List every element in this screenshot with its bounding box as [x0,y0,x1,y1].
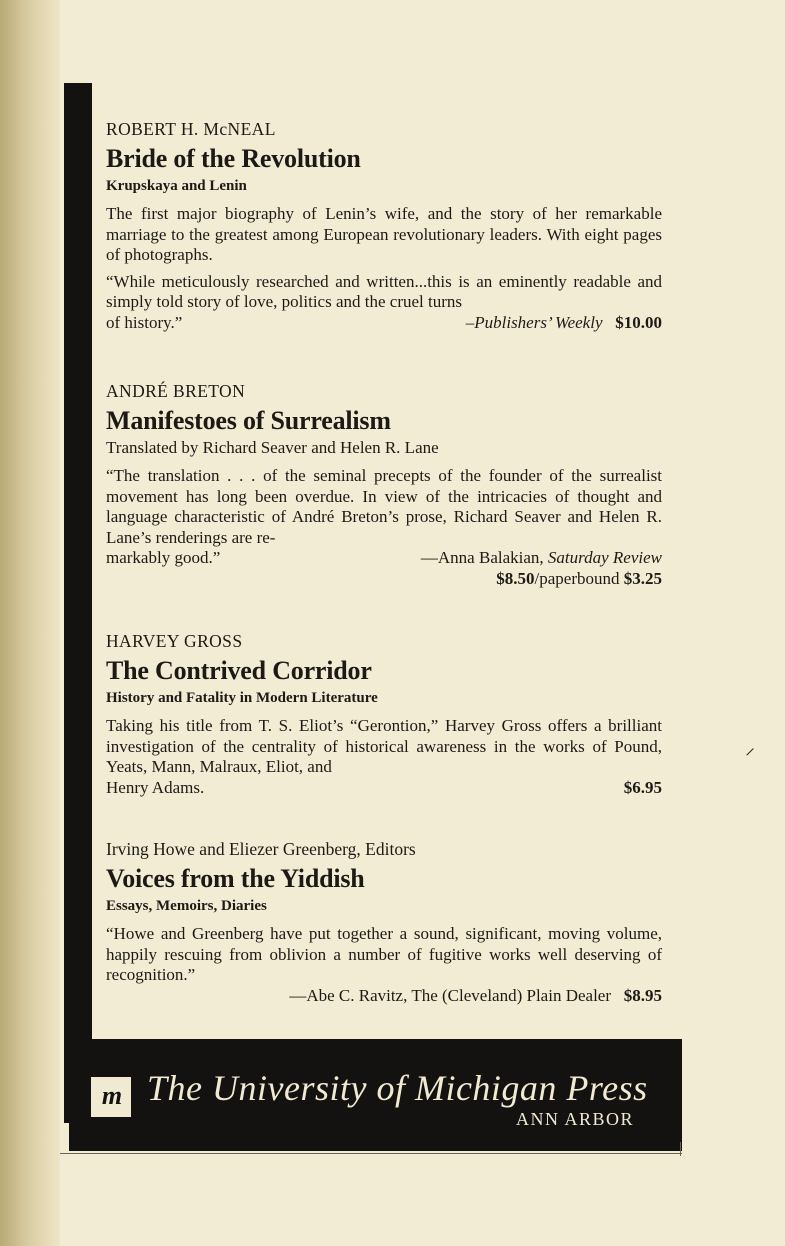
review-quote-text: “Howe and Greenberg have put together a sound, significant, moving volume, happily rescuing from oblivion a number of fugitive works well deserving of recognition.” [106,924,662,984]
bottom-rule [60,1153,682,1154]
review-quote [106,272,662,334]
review-quote [106,466,662,589]
book-entry-bride-of-the-revolution [106,118,662,380]
book-title: Manifestoes of Surrealism [106,406,391,435]
book-price-cloth: $8.50 [496,568,535,588]
description-end-row [106,778,662,799]
decorative-black-bar [64,83,92,1123]
review-source-name: —Anna Balakian, [420,548,544,567]
book-price: $10.00 [615,312,662,332]
paperbound-label: /paperbound [534,568,620,588]
review-publication: Plain Dealer [526,985,611,1005]
book-title: Voices from the Yiddish [106,864,365,893]
review-attribution-row [106,548,662,569]
book-subtitle: Krupskaya and Lenin [106,178,247,194]
review-publication: Saturday Review [547,548,662,567]
book-title: The Contrived Corridor [106,656,372,685]
book-listings [106,118,662,1028]
book-entry-voices-from-the-yiddish [106,838,662,1028]
book-price: $6.95 [623,777,662,797]
book-subtitle: Essays, Memoirs, Diaries [106,898,267,914]
review-publication-city: (Cleveland) [442,985,523,1005]
review-attribution-row [106,313,662,334]
book-price: $8.95 [623,985,662,1005]
book-entry-manifestoes-of-surrealism [106,380,662,630]
review-publication-article: The [411,985,438,1005]
review-quote-end: markably good.” [106,548,221,567]
book-entry-the-contrived-corridor [106,630,662,838]
book-translators: Translated by Richard Seaver and Helen R. Lane [106,438,439,457]
review-attribution-row [106,986,662,1007]
description-end: Henry Adams. [106,777,205,797]
review-source [421,548,662,569]
publisher-city: ANN ARBOR [515,1109,634,1129]
price-line [106,569,662,590]
book-description: The first major biography of Lenin’s wife, and the story of her remarkable marriage to the greatest among European revolutionary leaders. With eight pages of photographs. [106,204,662,264]
margin-pencil-mark: ⸝ [745,737,755,759]
book-subtitle: History and Fatality in Modern Literature [106,690,378,706]
review-quote-end: of history.” [106,312,183,332]
book-editors: Irving Howe and Eliezer Greenberg, Editors [106,839,416,859]
book-price-paper: $3.25 [623,568,662,588]
book-author: ANDRÉ BRETON [106,381,246,401]
publisher-logo-icon: m [91,1077,131,1117]
book-description: Taking his title from T. S. Eliot’s “Gerontion,” Harvey Gross offers a brilliant investigation of the centrality of historical awareness in the works of Pound, Yeats, Mann, Malraux, Eliot, and [106,716,662,776]
bottom-rule-tick [680,1142,681,1156]
book-author: ROBERT H. McNEAL [106,119,276,139]
review-quote-text: “While meticulously researched and written...this is an eminently readable and simply told story of love, politics and the cruel turns [106,271,662,311]
review-source-and-price [466,313,662,334]
review-source-name: —Abe C. Ravitz, [289,985,408,1005]
book-author: HARVEY GROSS [106,631,243,651]
page-gutter-shadow [0,0,60,1246]
review-quote-text: “The translation . . . of the seminal precepts of the founder of the surrealist movement has long been overdue. In view of the intricacies of thought and language characteristic of André Breton’s prose, Richard Seaver and Helen R. Lane’s renderings are re- [106,466,662,547]
review-source: –Publishers’ Weekly [465,312,603,332]
book-title: Bride of the Revolution [106,144,361,173]
publisher-footer [69,1039,682,1151]
publisher-name: The University of Michigan Press [147,1068,648,1108]
